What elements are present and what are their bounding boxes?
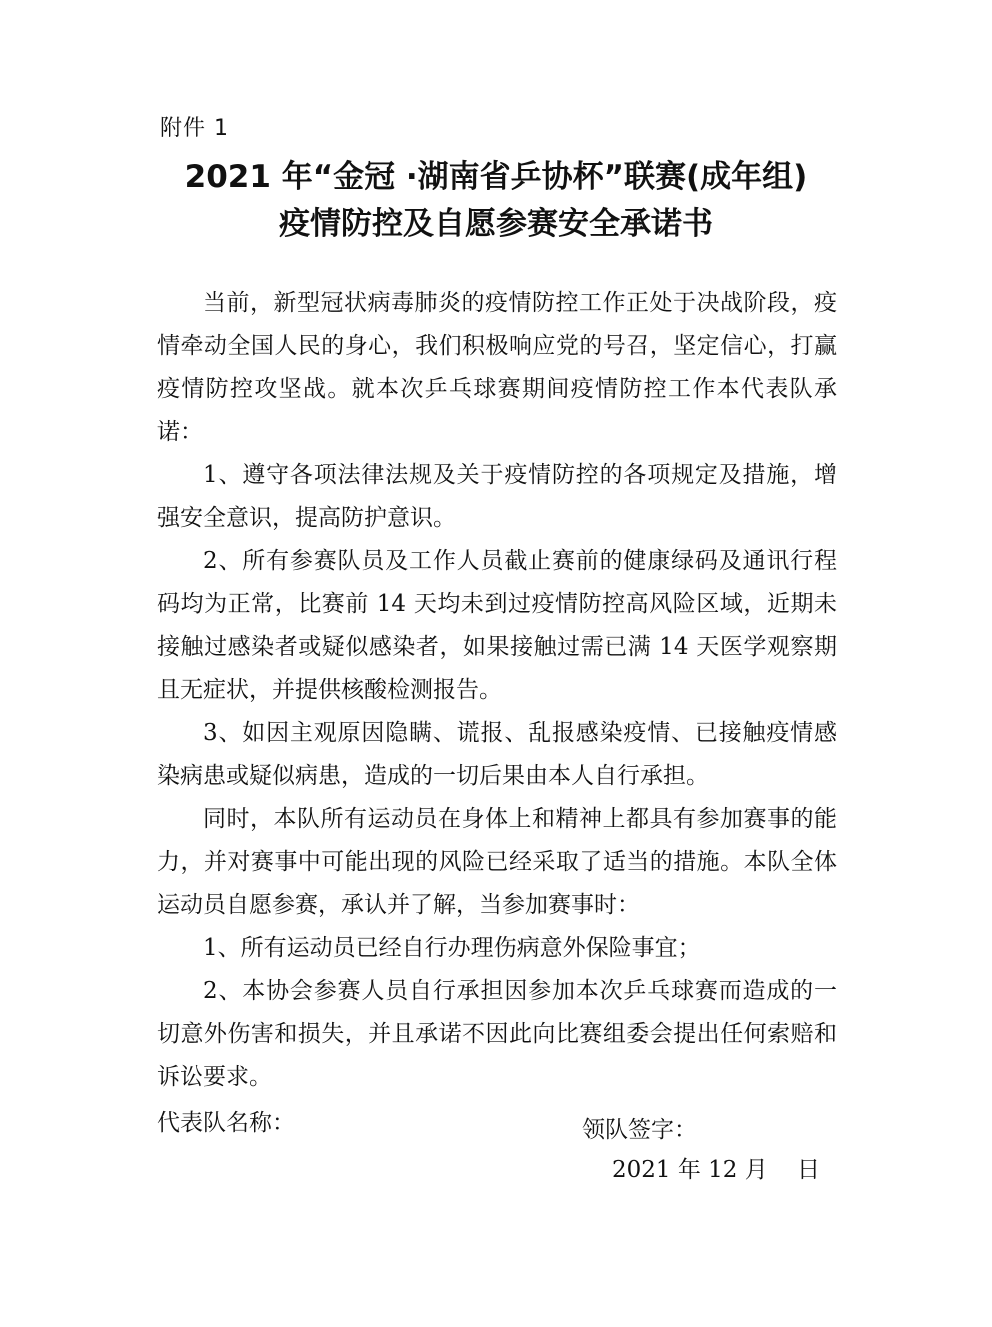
- team-name-label: 代表队名称：: [157, 1110, 295, 1136]
- paragraph-intro: 当前，新型冠状病毒肺炎的疫情防控工作正处于决战阶段，疫情牵动全国人民的身心，我们积极响应党的号召，坚定信心，打赢疫情防控攻坚战。就本次乒乓球赛期间疫情防控工作本代表队承诺：: [157, 290, 837, 445]
- paragraph-declaration-1: 1、所有运动员已经自行办理伤病意外保险事宜；: [203, 935, 701, 961]
- paragraph-commitment-1: 1、遵守各项法律法规及关于疫情防控的各项规定及措施，增强安全意识，提高防护意识。: [157, 462, 837, 531]
- paragraph-declaration-2: 2、本协会参赛人员自行承担因参加本次乒乓球赛而造成的一切意外伤害和损失，并且承诺不因此向比赛组委会提出任何索赔和诉讼要求。: [157, 978, 837, 1090]
- document-body: [157, 282, 837, 1099]
- paragraph-commitment-3: 3、如因主观原因隐瞒、谎报、乱报感染疫情、已接触疫情感染病患或疑似病患，造成的一切后果由本人自行承担。: [157, 720, 837, 789]
- leader-signature-label: 领队签字：: [582, 1117, 697, 1143]
- document-title-line-1: 2021 年“金冠 ·湖南省乒协杯”联赛(成年组): [184, 159, 808, 195]
- date-line: 2021 年 12 月 日: [612, 1157, 820, 1183]
- attachment-label: 附件 1: [160, 116, 229, 141]
- document-title-line-2: 疫情防控及自愿参赛安全承诺书: [279, 206, 713, 242]
- paragraph-statement: 同时，本队所有运动员在身体上和精神上都具有参加赛事的能力，并对赛事中可能出现的风险已经采取了适当的措施。本队全体运动员自愿参赛，承认并了解，当参加赛事时：: [157, 806, 837, 918]
- paragraph-commitment-2: 2、所有参赛队员及工作人员截止赛前的健康绿码及通讯行程码均为正常，比赛前 14 天均未到过疫情防控高风险区域，近期未接触过感染者或疑似感染者，如果接触过需已满 14 天医学观察期且无症状，并提供核酸检测报告。: [157, 548, 837, 703]
